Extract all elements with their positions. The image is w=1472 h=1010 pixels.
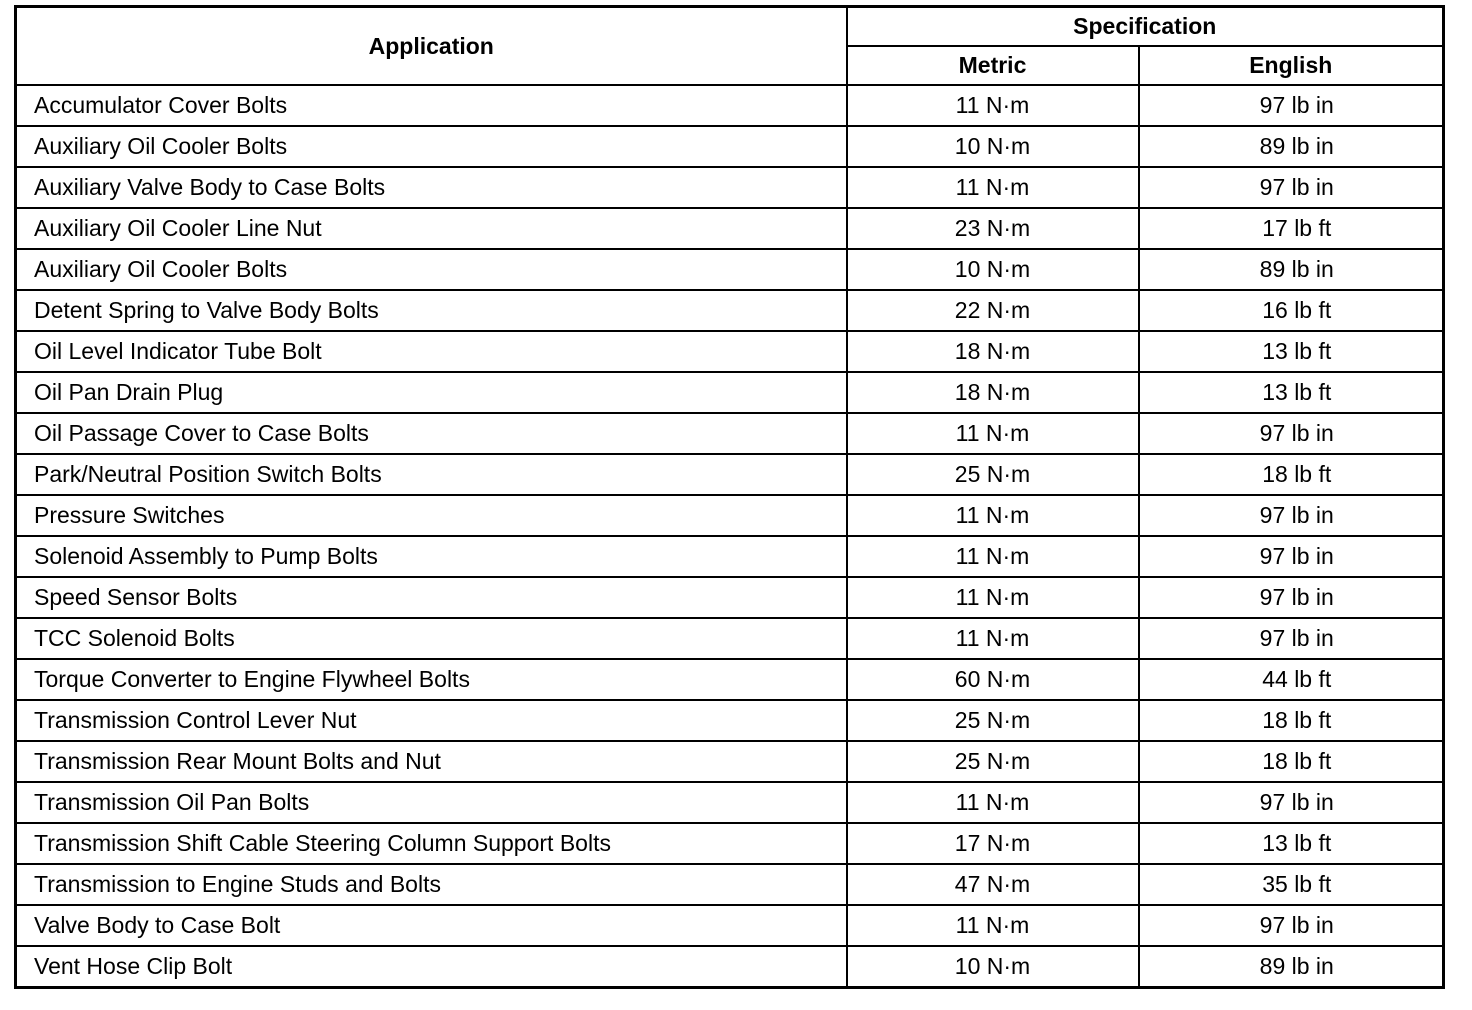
table-row xyxy=(16,577,1444,618)
metric-value-cell: 10 N·m xyxy=(847,126,1139,167)
table-row xyxy=(16,454,1444,495)
metric-value-cell: 10 N·m xyxy=(847,249,1139,290)
metric-value-cell: 11 N·m xyxy=(847,618,1139,659)
application-cell: Park/Neutral Position Switch Bolts xyxy=(16,454,847,495)
english-value-cell: 16 lb ft xyxy=(1139,290,1444,331)
metric-value-cell: 11 N·m xyxy=(847,905,1139,946)
metric-value-cell: 25 N·m xyxy=(847,454,1139,495)
english-value-cell: 89 lb in xyxy=(1139,946,1444,988)
english-value-cell: 97 lb in xyxy=(1139,905,1444,946)
metric-value-cell: 18 N·m xyxy=(847,372,1139,413)
english-value-cell: 97 lb in xyxy=(1139,495,1444,536)
application-cell: Auxiliary Valve Body to Case Bolts xyxy=(16,167,847,208)
table-row xyxy=(16,536,1444,577)
english-value-cell: 97 lb in xyxy=(1139,782,1444,823)
metric-value-cell: 10 N·m xyxy=(847,946,1139,988)
application-cell: Solenoid Assembly to Pump Bolts xyxy=(16,536,847,577)
english-value-cell: 97 lb in xyxy=(1139,577,1444,618)
metric-value-cell: 11 N·m xyxy=(847,413,1139,454)
table-row xyxy=(16,741,1444,782)
english-value-cell: 13 lb ft xyxy=(1139,331,1444,372)
application-cell: Transmission to Engine Studs and Bolts xyxy=(16,864,847,905)
table-row xyxy=(16,208,1444,249)
table-row xyxy=(16,85,1444,126)
application-cell: Transmission Rear Mount Bolts and Nut xyxy=(16,741,847,782)
english-value-cell: 89 lb in xyxy=(1139,126,1444,167)
metric-value-cell: 11 N·m xyxy=(847,85,1139,126)
english-column-header: English xyxy=(1139,46,1444,85)
application-cell: Auxiliary Oil Cooler Line Nut xyxy=(16,208,847,249)
specification-group-header: Specification xyxy=(847,7,1444,47)
application-cell: Torque Converter to Engine Flywheel Bolts xyxy=(16,659,847,700)
table-row xyxy=(16,290,1444,331)
english-value-cell: 44 lb ft xyxy=(1139,659,1444,700)
application-cell: Transmission Control Lever Nut xyxy=(16,700,847,741)
metric-value-cell: 25 N·m xyxy=(847,741,1139,782)
table-row xyxy=(16,331,1444,372)
metric-value-cell: 17 N·m xyxy=(847,823,1139,864)
english-value-cell: 18 lb ft xyxy=(1139,454,1444,495)
application-cell: Vent Hose Clip Bolt xyxy=(16,946,847,988)
application-cell: Oil Passage Cover to Case Bolts xyxy=(16,413,847,454)
application-cell: Accumulator Cover Bolts xyxy=(16,85,847,126)
metric-value-cell: 18 N·m xyxy=(847,331,1139,372)
application-cell: Detent Spring to Valve Body Bolts xyxy=(16,290,847,331)
metric-value-cell: 23 N·m xyxy=(847,208,1139,249)
metric-value-cell: 47 N·m xyxy=(847,864,1139,905)
english-value-cell: 18 lb ft xyxy=(1139,700,1444,741)
table-row xyxy=(16,782,1444,823)
application-cell: Pressure Switches xyxy=(16,495,847,536)
application-cell: Oil Level Indicator Tube Bolt xyxy=(16,331,847,372)
application-cell: Oil Pan Drain Plug xyxy=(16,372,847,413)
english-value-cell: 97 lb in xyxy=(1139,85,1444,126)
table-body xyxy=(16,85,1444,988)
metric-value-cell: 11 N·m xyxy=(847,495,1139,536)
metric-value-cell: 11 N·m xyxy=(847,536,1139,577)
table-row xyxy=(16,823,1444,864)
table-row xyxy=(16,700,1444,741)
application-cell: TCC Solenoid Bolts xyxy=(16,618,847,659)
metric-value-cell: 60 N·m xyxy=(847,659,1139,700)
table-row xyxy=(16,864,1444,905)
english-value-cell: 13 lb ft xyxy=(1139,823,1444,864)
application-cell: Auxiliary Oil Cooler Bolts xyxy=(16,249,847,290)
application-cell: Auxiliary Oil Cooler Bolts xyxy=(16,126,847,167)
application-cell: Transmission Oil Pan Bolts xyxy=(16,782,847,823)
table-row xyxy=(16,618,1444,659)
application-cell: Speed Sensor Bolts xyxy=(16,577,847,618)
application-cell: Valve Body to Case Bolt xyxy=(16,905,847,946)
table-row xyxy=(16,372,1444,413)
english-value-cell: 97 lb in xyxy=(1139,536,1444,577)
table-row xyxy=(16,249,1444,290)
metric-value-cell: 25 N·m xyxy=(847,700,1139,741)
english-value-cell: 97 lb in xyxy=(1139,167,1444,208)
table-row xyxy=(16,905,1444,946)
english-value-cell: 97 lb in xyxy=(1139,413,1444,454)
metric-value-cell: 22 N·m xyxy=(847,290,1139,331)
metric-column-header: Metric xyxy=(847,46,1139,85)
table-row xyxy=(16,946,1444,988)
table-row xyxy=(16,659,1444,700)
torque-specification-table xyxy=(14,5,1445,989)
header-row-top xyxy=(16,7,1444,47)
english-value-cell: 17 lb ft xyxy=(1139,208,1444,249)
metric-value-cell: 11 N·m xyxy=(847,782,1139,823)
table-row xyxy=(16,495,1444,536)
table-row xyxy=(16,126,1444,167)
application-column-header: Application xyxy=(16,7,847,86)
metric-value-cell: 11 N·m xyxy=(847,577,1139,618)
application-cell: Transmission Shift Cable Steering Column Support Bolts xyxy=(16,823,847,864)
metric-value-cell: 11 N·m xyxy=(847,167,1139,208)
english-value-cell: 35 lb ft xyxy=(1139,864,1444,905)
table-row xyxy=(16,413,1444,454)
english-value-cell: 89 lb in xyxy=(1139,249,1444,290)
english-value-cell: 18 lb ft xyxy=(1139,741,1444,782)
english-value-cell: 13 lb ft xyxy=(1139,372,1444,413)
english-value-cell: 97 lb in xyxy=(1139,618,1444,659)
table-row xyxy=(16,167,1444,208)
table-header xyxy=(16,7,1444,86)
